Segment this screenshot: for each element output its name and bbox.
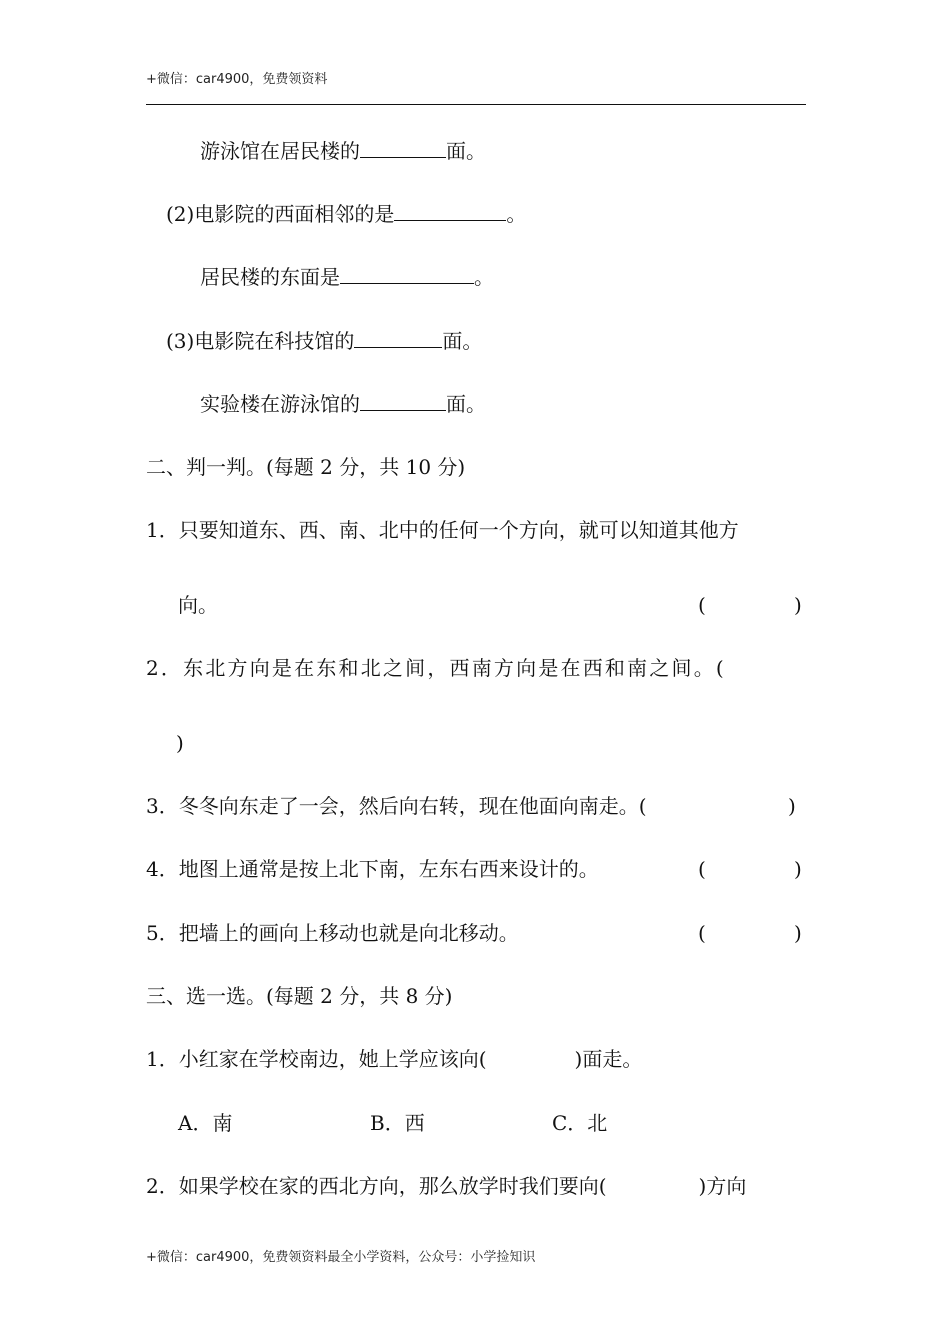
question-2b [200, 264, 494, 290]
fill-line-swimming-hall [200, 138, 486, 164]
judge-question-1-cont: 向。 [178, 593, 218, 617]
judge-question-1: 1．只要知道东、西、南、北中的任何一个方向，就可以知道其他方 [146, 518, 739, 542]
question-3b [200, 391, 486, 417]
answer-paren-close: ) [794, 921, 802, 945]
answer-paren-open[interactable]: ( [698, 857, 706, 881]
judge-question-5: 5．把墙上的画向上移动也就是向北移动。 [146, 921, 519, 945]
judge-question-2: 2．东北方向是在东和北之间，西南方向是在西和南之间。( [146, 656, 726, 680]
answer-blank[interactable] [340, 265, 474, 284]
option-c[interactable]: C．北 [552, 1111, 608, 1135]
answer-paren-close: ) [788, 794, 796, 818]
judge-question-2-close: ) [176, 731, 184, 755]
choose-question-1 [146, 1046, 642, 1072]
line-text: 1．小红家在学校南边，她上学应该向( [146, 1047, 487, 1071]
line-text: (3)电影院在科技馆的 [166, 329, 355, 353]
line-text: 2．如果学校在家的西北方向，那么放学时我们要向( [146, 1174, 607, 1198]
line-text: 面。 [446, 392, 486, 416]
judge-question-3: 3．冬冬向东走了一会，然后向右转，现在他面向南走。( [146, 794, 647, 818]
line-text: 实验楼在游泳馆的 [200, 392, 360, 416]
option-b[interactable]: B．西 [370, 1111, 425, 1135]
line-text: 游泳馆在居民楼的 [200, 139, 360, 163]
question-2a [166, 201, 526, 227]
section-title-judge: 二、判一判。(每题 2 分，共 10 分) [146, 455, 466, 479]
page-footer: +微信：car4900，免费领资料最全小学资料，公众号：小学捡知识 [146, 1250, 536, 1265]
header-rule [146, 104, 806, 105]
choose-question-2 [146, 1173, 746, 1199]
answer-blank[interactable] [360, 139, 446, 158]
section-title-choose: 三、选一选。(每题 2 分，共 8 分) [146, 984, 453, 1008]
line-text: 居民楼的东面是 [200, 265, 340, 289]
answer-paren-close: ) [794, 593, 802, 617]
answer-blank[interactable] [360, 392, 446, 411]
line-text: )方向 [698, 1174, 747, 1198]
answer-paren-close: ) [794, 857, 802, 881]
page-header: +微信：car4900，免费领资料 [146, 72, 328, 87]
answer-paren-open[interactable]: ( [698, 593, 706, 617]
line-text: 。 [506, 202, 527, 226]
line-text: )面走。 [574, 1047, 643, 1071]
line-text: 面。 [442, 329, 483, 353]
answer-paren-open[interactable]: ( [698, 921, 706, 945]
line-text: (2)电影院的西面相邻的是 [166, 202, 395, 226]
answer-blank[interactable] [354, 329, 442, 348]
line-text: 。 [474, 265, 494, 289]
answer-blank[interactable] [394, 202, 506, 221]
option-a[interactable]: A．南 [178, 1111, 233, 1135]
judge-question-4: 4．地图上通常是按上北下南，左东右西来设计的。 [146, 857, 599, 881]
question-3a [166, 328, 482, 354]
line-text: 面。 [446, 139, 486, 163]
